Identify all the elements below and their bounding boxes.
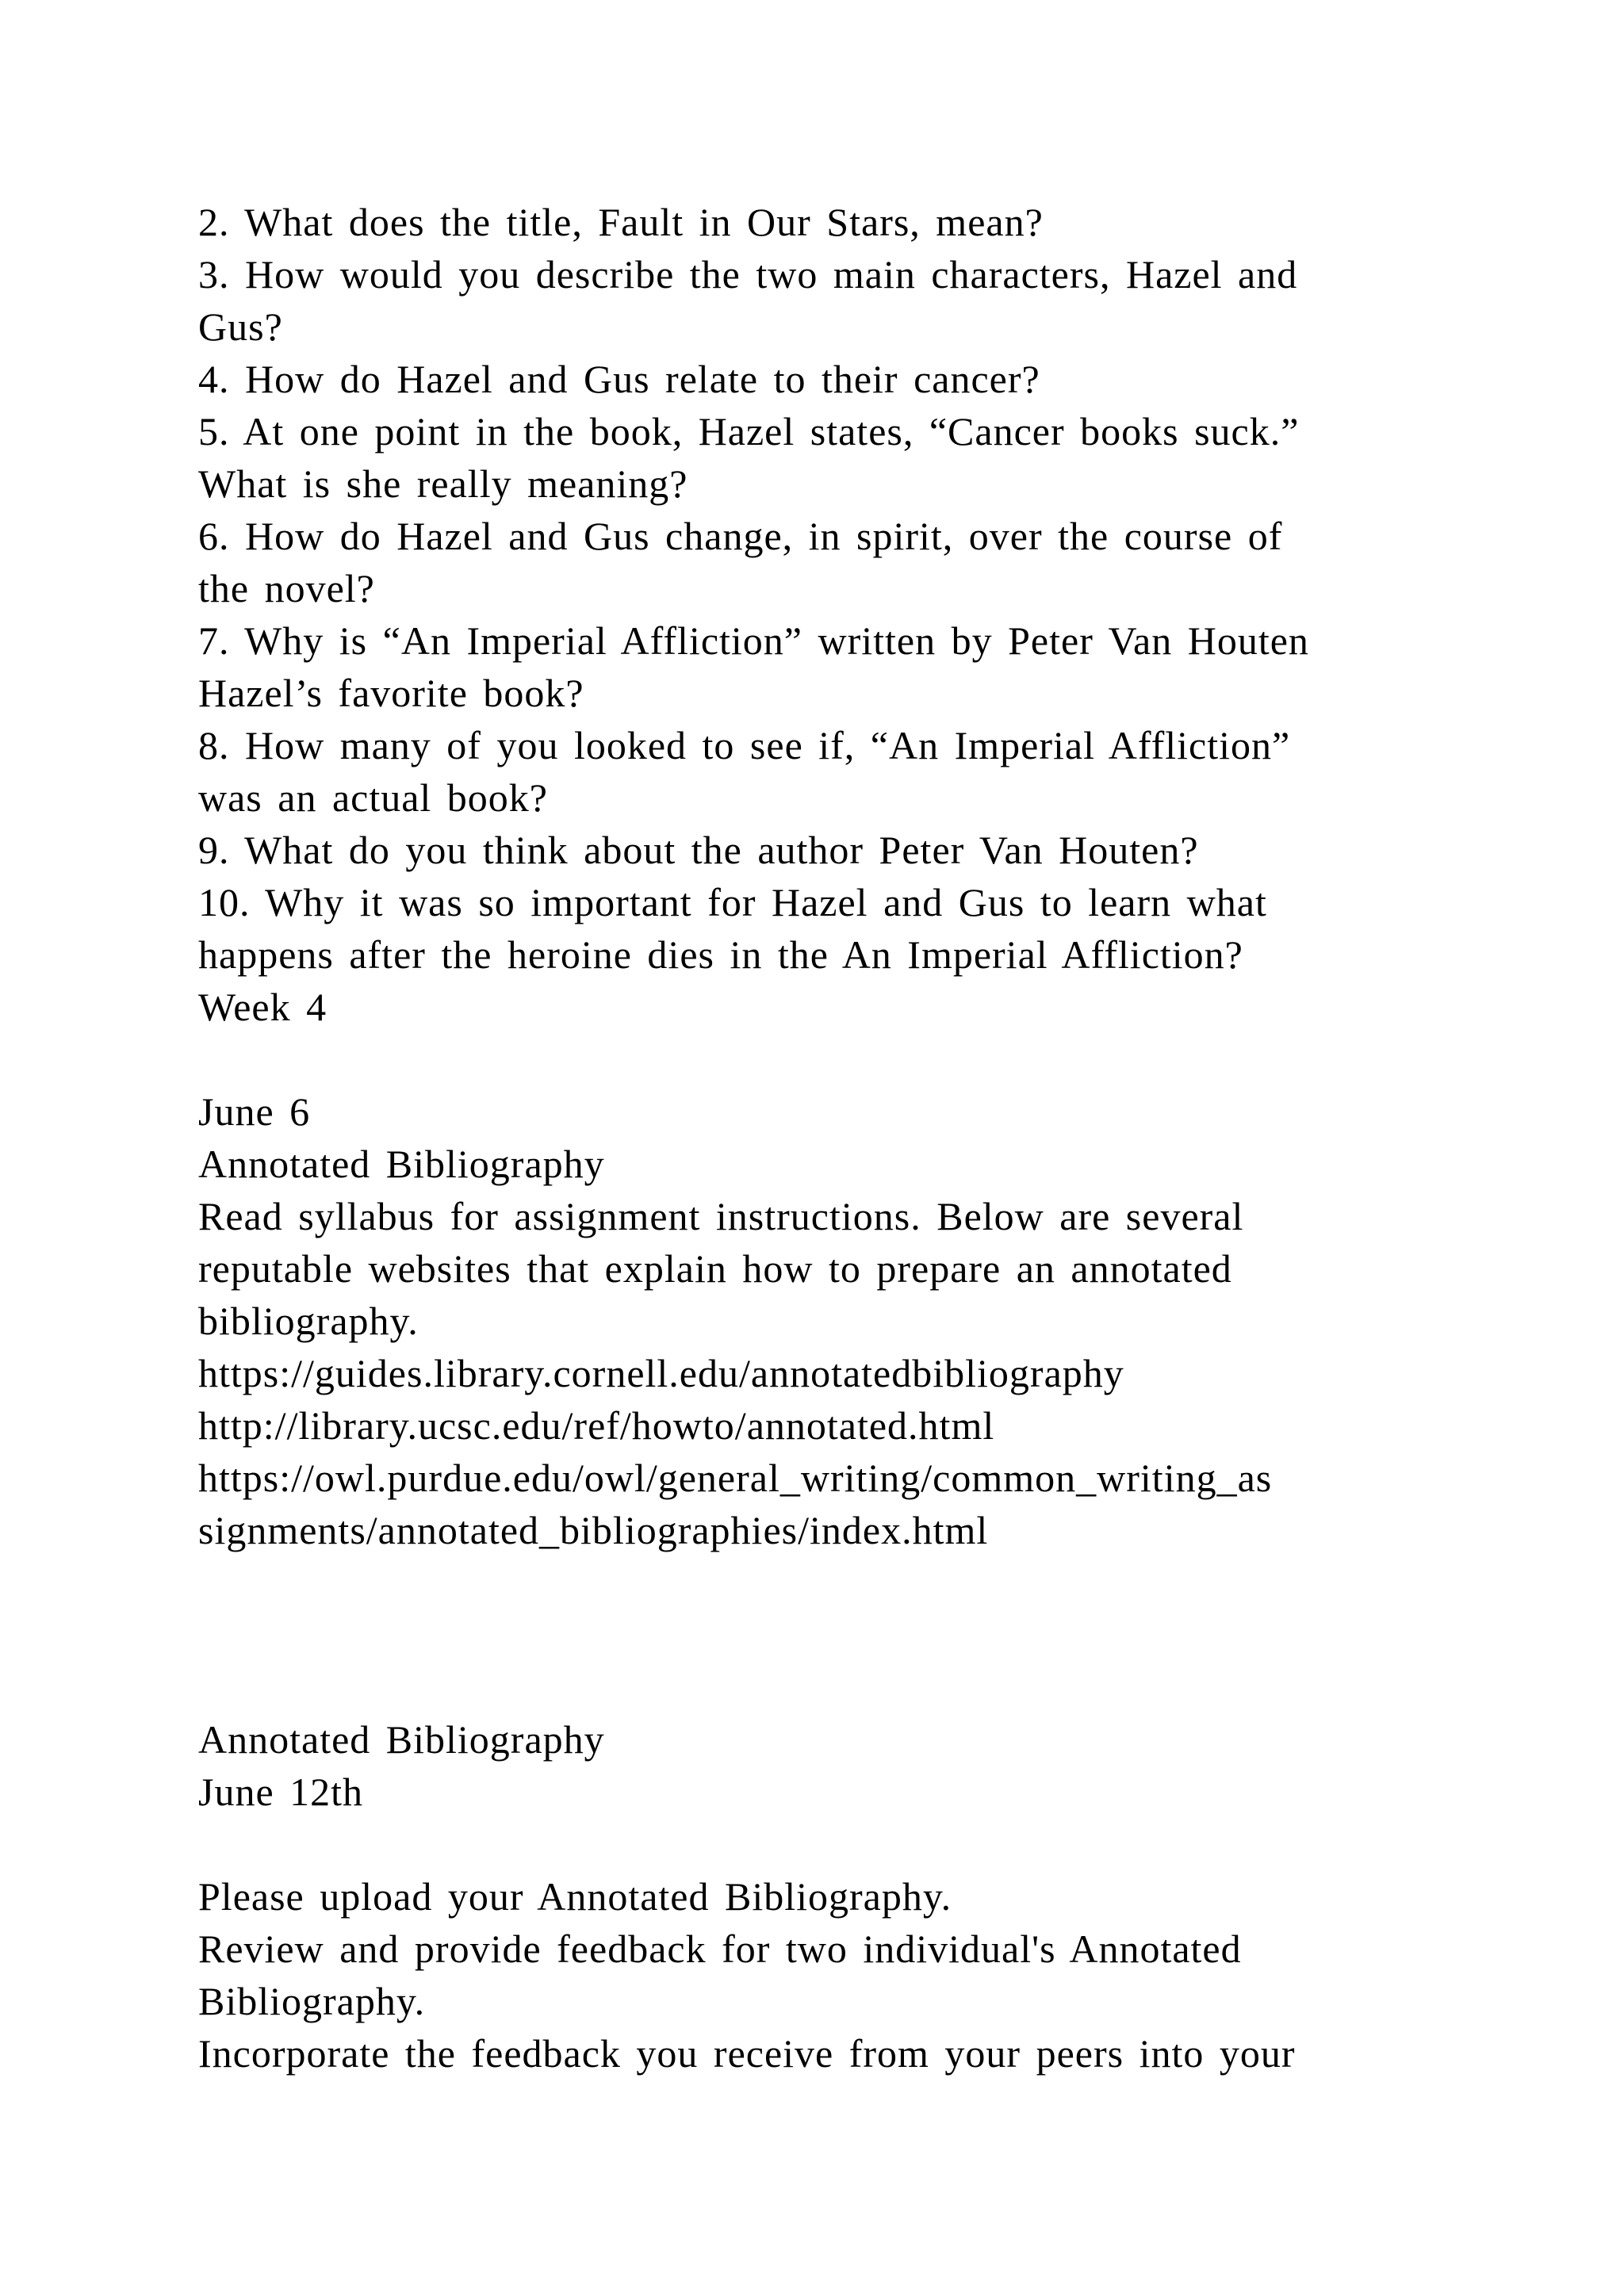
link-cornell: https://guides.library.cornell.edu/annotatedbibliography <box>198 1351 1124 1395</box>
blank-line <box>198 1033 1499 1085</box>
date-june-12: June 12th <box>198 1770 364 1814</box>
question-10: 10. Why it was so important for Hazel and Gus to learn what <box>198 880 1267 924</box>
question-6: 6. How do Hazel and Gus change, in spirit, over the course of <box>198 514 1283 558</box>
blank-line <box>198 1609 1499 1661</box>
section-heading-annotated-bibliography: Annotated Bibliography <box>198 1142 605 1186</box>
review-instruction: Review and provide feedback for two individual's Annotated <box>198 1927 1242 1971</box>
link-purdue: https://owl.purdue.edu/owl/general_writing/common_writing_as <box>198 1456 1273 1500</box>
question-3: 3. How would you describe the two main characters, Hazel and <box>198 252 1298 297</box>
section-heading-annotated-bibliography-2: Annotated Bibliography <box>198 1717 605 1762</box>
link-ucsc: http://library.ucsc.edu/ref/howto/annotated.html <box>198 1403 995 1448</box>
review-instruction-cont: Bibliography. <box>198 1979 426 2023</box>
date-june-6: June 6 <box>198 1089 311 1134</box>
blank-line <box>198 1556 1499 1609</box>
question-2: 2. What does the title, Fault in Our Stars, mean? <box>198 200 1044 244</box>
blank-line <box>198 1661 1499 1713</box>
question-8-cont: was an actual book? <box>198 775 549 820</box>
week-heading: Week 4 <box>198 985 327 1029</box>
incorporate-instruction: Incorporate the feedback you receive from your peers into your <box>198 2031 1296 2076</box>
question-7: 7. Why is “An Imperial Affliction” written by Peter Van Houten <box>198 618 1309 663</box>
blank-line <box>198 1818 1499 1870</box>
question-7-cont: Hazel’s favorite book? <box>198 671 584 715</box>
instructions-text-cont: reputable websites that explain how to prepare an annotated <box>198 1246 1232 1291</box>
question-9: 9. What do you think about the author Peter Van Houten? <box>198 828 1199 872</box>
question-4: 4. How do Hazel and Gus relate to their cancer? <box>198 357 1040 401</box>
upload-instruction: Please upload your Annotated Bibliography. <box>198 1874 952 1919</box>
question-10-cont: happens after the heroine dies in the An Imperial Affliction? <box>198 932 1243 977</box>
question-8: 8. How many of you looked to see if, “An Imperial Affliction” <box>198 723 1291 767</box>
document-body <box>198 196 1499 2080</box>
instructions-text: Read syllabus for assignment instructions. Below are several <box>198 1194 1244 1238</box>
instructions-text-end: bibliography. <box>198 1299 419 1343</box>
question-6-cont: the novel? <box>198 566 375 610</box>
question-5-cont: What is she really meaning? <box>198 461 688 506</box>
link-purdue-cont: signments/annotated_bibliographies/index.html <box>198 1508 989 1552</box>
question-3-cont: Gus? <box>198 304 283 349</box>
question-5: 5. At one point in the book, Hazel states, “Cancer books suck.” <box>198 409 1300 453</box>
